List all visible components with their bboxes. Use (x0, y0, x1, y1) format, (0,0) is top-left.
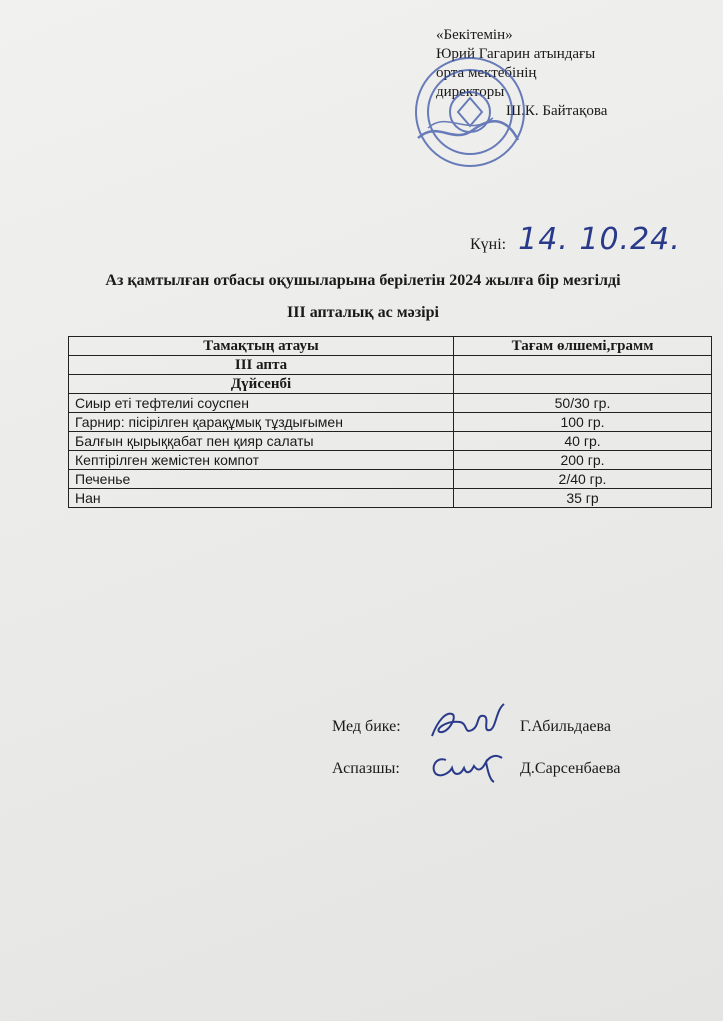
approval-heading: «Бекітемін» (436, 27, 513, 43)
week-label: III апта (69, 356, 454, 375)
dish-name: Печенье (69, 470, 454, 489)
week-row (69, 356, 712, 375)
signature-person: Г.Абильдаева (520, 718, 611, 735)
date-value-handwritten: 14. 10.24. (518, 222, 681, 257)
table-row (69, 470, 712, 489)
dish-amount: 50/30 гр. (454, 394, 712, 413)
dish-amount: 2/40 гр. (454, 470, 712, 489)
date-row (470, 222, 681, 257)
menu-table (68, 336, 712, 508)
table-row (69, 413, 712, 432)
signature-row-cook (332, 760, 672, 802)
approval-school-type: орта мектебінің (436, 65, 537, 81)
date-label: Күні: (470, 236, 507, 253)
dish-amount: 200 гр. (454, 451, 712, 470)
week-empty-cell (454, 356, 712, 375)
document-subtitle: III апталық ас мәзірі (287, 304, 439, 321)
dish-name: Балғын қырыққабат пен қияр салаты (69, 432, 454, 451)
handwritten-signature-icon (424, 742, 514, 786)
day-row (69, 375, 712, 394)
dish-name: Гарнир: пісірілген қарақұмық тұздығымен (69, 413, 454, 432)
day-empty-cell (454, 375, 712, 394)
dish-name: Сиыр еті тефтелиі соуспен (69, 394, 454, 413)
signature-role: Мед бике: (332, 718, 401, 735)
approval-position: директоры (436, 84, 505, 100)
dish-amount: 100 гр. (454, 413, 712, 432)
day-label: Дүйсенбі (69, 375, 454, 394)
document-title: Аз қамтылған отбасы оқушыларына берілетін 2024 жылға бір мезгілді (105, 272, 621, 289)
dish-name: Кептірілген жемістен компот (69, 451, 454, 470)
dish-amount: 40 гр. (454, 432, 712, 451)
dish-name: Нан (69, 489, 454, 508)
table-row (69, 394, 712, 413)
header-portion-size: Тағам өлшемі,грамм (454, 337, 712, 356)
table-header-row (69, 337, 712, 356)
signatures-block (332, 718, 672, 802)
table-row (69, 451, 712, 470)
signature-role: Аспазшы: (332, 760, 400, 777)
handwritten-signature-icon (424, 700, 514, 744)
signature-person: Д.Сарсенбаева (520, 760, 621, 777)
header-dish-name: Тамақтың атауы (69, 337, 454, 356)
dish-amount: 35 гр (454, 489, 712, 508)
table-row (69, 489, 712, 508)
approval-director-name: Ш.К. Байтақова (506, 103, 608, 119)
table-row (69, 432, 712, 451)
approval-school: Юрий Гагарин атындағы (436, 46, 596, 62)
school-stamp-icon (398, 50, 538, 170)
